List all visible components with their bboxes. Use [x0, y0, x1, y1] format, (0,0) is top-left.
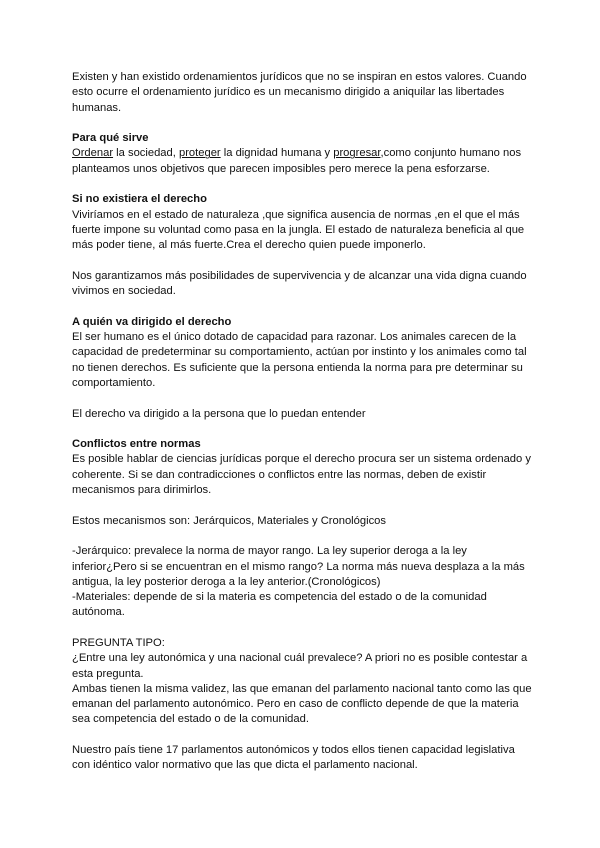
pregunta-tipo-label: PREGUNTA TIPO: [72, 636, 165, 649]
a-quien-paragraph-1: El ser humano es el único dotado de capacidad para razonar. Los animales carecen de la capacidad de predeterminar su comportamiento, actúan por instinto y los animales como tal no tienen derechos. Es suficiente que la persona entienda la norma para pre determinar su comportamiento. [72, 331, 527, 389]
heading-para-que-sirve: Para qué sirve [72, 132, 149, 145]
para-que-sirve-paragraph [72, 146, 534, 177]
conflictos-paragraph-1: Es posible hablar de ciencias jurídicas porque el derecho procura ser un sistema ordenado y coherente. Si se dan contradicciones o conflictos entre las normas, deben de existir mecanismos para dirimirlos. [72, 453, 531, 497]
conflictos-paragraph-2: Estos mecanismos son: Jerárquicos, Materiales y Cronológicos [72, 514, 386, 527]
underlined-proteger: proteger [178, 147, 221, 160]
si-no-existiera-paragraph-2: Nos garantizamos más posibilidades de supervivencia y de alcanzar una vida digna cuando vivimos en sociedad. [72, 269, 527, 298]
heading-a-quien: A quién va dirigido el derecho [72, 315, 232, 328]
pregunta-question: ¿Entre una ley autonómica y una nacional cuál prevalece? A priori no es posible contestar a esta pregunta. [72, 652, 528, 680]
underlined-ordenar: Ordenar [72, 147, 114, 160]
document-page [72, 70, 534, 774]
intro-paragraph: Existen y han existido ordenamientos jurídicos que no se inspiran en estos valores. Cuando esto ocurre el ordenamiento jurídico es un mecanismo dirigido a aniquilar las libertades humanas. [72, 71, 527, 114]
underlined-progresar: progresar [333, 147, 381, 160]
heading-si-no-existiera: Si no existiera el derecho [72, 193, 207, 206]
final-paragraph: Nuestro país tiene 17 parlamentos autonómicos y todos ellos tienen capacidad legislativa con idéntico valor normativo que las que dicta el parlamento nacional. [72, 744, 515, 772]
a-quien-paragraph-2: El derecho va dirigido a la persona que lo puedan entender [72, 407, 366, 420]
heading-conflictos: Conflictos entre normas [72, 438, 201, 451]
pregunta-answer: Ambas tienen la misma validez, las que emanan del parlamento nacional tanto como las que emanan del parlamento autonómico. Pero en caso de conflicto depende de que la materia sea competencia del estado o de la comunidad. [72, 682, 532, 726]
conflictos-jerarquico: -Jerárquico: prevalece la norma de mayor rango. La ley superior deroga a la ley inferior¿Pero si se encuentran en el mismo rango? La norma más nueva desplaza a la más antigua, la ley posterior deroga a la ley anterior.(Cronológicos) [72, 545, 525, 588]
text-run: ,como conjunto humano nos planteamos unos objetivos que parecen imposibles pero merece la pena esforzarse. [72, 147, 522, 175]
si-no-existiera-paragraph-1: Viviríamos en el estado de naturaleza ,que significa ausencia de normas ,en el que el más fuerte impone su voluntad como pasa en la jungla. El estado de naturaleza beneficia al que más poder tiene, al más fuerte.Crea el derecho quien puede imponerlo. [72, 208, 525, 252]
text-run: la sociedad, [113, 147, 179, 160]
conflictos-materiales: -Materiales: depende de si la materia es competencia del estado o de la comunidad autónoma. [72, 591, 487, 619]
text-run: la dignidad humana y [220, 147, 334, 160]
